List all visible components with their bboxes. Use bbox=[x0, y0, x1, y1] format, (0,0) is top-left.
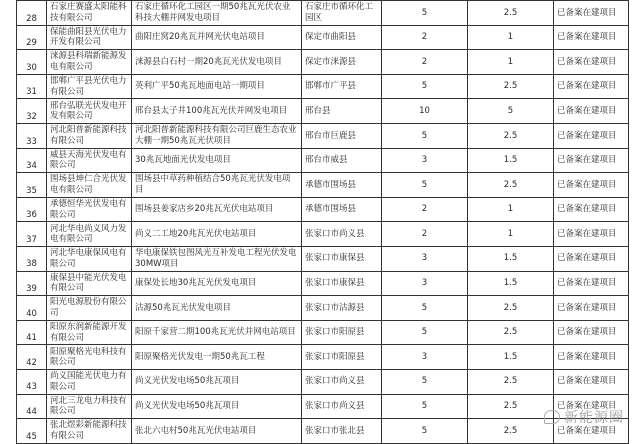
cell-number-text: 40 bbox=[26, 308, 37, 319]
cell-capacity bbox=[382, 222, 468, 247]
cell-capacity-2 bbox=[468, 99, 554, 124]
cell-capacity bbox=[382, 271, 468, 296]
cell-status bbox=[554, 345, 629, 370]
cell-number bbox=[17, 345, 47, 370]
cell-number bbox=[17, 1, 47, 26]
cell-number bbox=[17, 25, 47, 50]
cell-number-text: 33 bbox=[26, 136, 37, 147]
cell-capacity-2-text: 1 bbox=[507, 56, 514, 67]
cell-number-text: 31 bbox=[26, 87, 37, 98]
table-row bbox=[17, 173, 629, 198]
cell-company-text: 尚义国能光伏电力有限公司 bbox=[50, 371, 127, 392]
cell-capacity bbox=[382, 246, 468, 271]
table-row bbox=[17, 320, 629, 345]
cell-capacity bbox=[382, 50, 468, 75]
cell-project bbox=[132, 197, 302, 222]
cell-location-text: 保定市涞源县 bbox=[305, 56, 357, 67]
cell-capacity-text: 5 bbox=[421, 179, 428, 190]
cell-company bbox=[47, 197, 132, 222]
cell-number-text: 45 bbox=[26, 431, 37, 442]
cell-company bbox=[47, 74, 132, 99]
cell-project-text: 30兆瓦地面光伏发电项目 bbox=[135, 155, 231, 166]
table-row bbox=[17, 394, 629, 419]
cell-capacity bbox=[382, 345, 468, 370]
cell-project bbox=[132, 148, 302, 173]
cell-capacity bbox=[382, 25, 468, 50]
cell-project bbox=[132, 271, 302, 296]
project-table bbox=[16, 0, 629, 444]
cell-project bbox=[132, 222, 302, 247]
cell-company bbox=[47, 320, 132, 345]
cell-capacity bbox=[382, 148, 468, 173]
cell-number-text: 44 bbox=[26, 407, 37, 418]
cell-number-text: 32 bbox=[26, 111, 37, 122]
cell-location bbox=[302, 1, 382, 26]
cell-number bbox=[17, 74, 47, 99]
cell-location bbox=[302, 246, 382, 271]
table-row bbox=[17, 419, 629, 444]
cell-location bbox=[302, 173, 382, 198]
cell-status bbox=[554, 173, 629, 198]
cell-capacity bbox=[382, 74, 468, 99]
cell-location bbox=[302, 50, 382, 75]
cell-status bbox=[554, 320, 629, 345]
cell-capacity-text: 10 bbox=[419, 105, 430, 116]
cell-capacity-2 bbox=[468, 25, 554, 50]
cell-status-text: 已备案在建项目 bbox=[557, 302, 617, 313]
cell-company-text: 河北阳普新能源科技有限公司 bbox=[50, 125, 127, 146]
cell-location-text: 张家口市沽源县 bbox=[305, 302, 365, 313]
cell-capacity-2-text: 2.5 bbox=[503, 425, 518, 436]
cell-project-text: 尚义光伏发电场50兆瓦项目 bbox=[135, 401, 240, 412]
cell-status bbox=[554, 25, 629, 50]
cell-project bbox=[132, 345, 302, 370]
cell-number bbox=[17, 173, 47, 198]
cell-project bbox=[132, 25, 302, 50]
cell-capacity-2-text: 2.5 bbox=[503, 130, 518, 141]
cell-company bbox=[47, 246, 132, 271]
cell-number bbox=[17, 320, 47, 345]
cell-company bbox=[47, 25, 132, 50]
cell-capacity bbox=[382, 320, 468, 345]
cell-number-text: 36 bbox=[26, 210, 37, 221]
cell-company bbox=[47, 123, 132, 148]
cell-project-text: 阳原聚格光伏发电一期50兆瓦工程 bbox=[135, 351, 265, 362]
cell-capacity-text: 3 bbox=[421, 155, 428, 166]
table-row bbox=[17, 296, 629, 321]
cell-status-text: 已备案在建项目 bbox=[557, 228, 617, 239]
cell-number bbox=[17, 394, 47, 419]
cell-status-text: 已备案在建项目 bbox=[557, 425, 617, 436]
cell-company-text: 威县天海光伏发电有限公司 bbox=[50, 149, 127, 171]
cell-number bbox=[17, 99, 47, 124]
cell-company bbox=[47, 1, 132, 26]
cell-company bbox=[47, 222, 132, 247]
table-row bbox=[17, 369, 629, 394]
watermark-text: 新能源圈 bbox=[564, 410, 624, 426]
cell-status-text: 已备案在建项目 bbox=[557, 327, 617, 338]
cell-location-text: 张家口市阳原县 bbox=[305, 327, 365, 338]
cell-capacity-2-text: 2.5 bbox=[503, 327, 518, 338]
cell-capacity-2 bbox=[468, 345, 554, 370]
cell-project-text: 沽源50兆瓦光伏发电项目 bbox=[135, 302, 231, 313]
cell-capacity-text: 2 bbox=[421, 32, 428, 43]
cell-number-text: 39 bbox=[26, 284, 37, 295]
cell-project-text: 阳原千家营二期100兆瓦光伏并网电站项目 bbox=[135, 327, 296, 338]
cell-project bbox=[132, 419, 302, 444]
cell-company bbox=[47, 148, 132, 173]
cell-capacity-text: 5 bbox=[421, 425, 428, 436]
cell-capacity-text: 5 bbox=[421, 130, 428, 141]
cell-location bbox=[302, 271, 382, 296]
cell-capacity-2 bbox=[468, 148, 554, 173]
cell-company bbox=[47, 345, 132, 370]
cell-capacity-2 bbox=[468, 296, 554, 321]
cell-company-text: 河北华电尚义风力发电有限公司 bbox=[50, 223, 127, 245]
cell-number bbox=[17, 148, 47, 173]
table-row bbox=[17, 197, 629, 222]
cell-capacity-text: 3 bbox=[421, 351, 428, 362]
cell-status-text: 已备案在建项目 bbox=[557, 56, 617, 67]
cell-location-text: 张家口市尚义县 bbox=[305, 376, 365, 387]
cell-capacity-2-text: 2.5 bbox=[503, 81, 518, 92]
cell-location bbox=[302, 369, 382, 394]
cell-number bbox=[17, 296, 47, 321]
cell-location-text: 保定市曲阳县 bbox=[305, 32, 357, 43]
cell-project bbox=[132, 50, 302, 75]
cell-capacity-text: 5 bbox=[421, 81, 428, 92]
cell-status-text: 已备案在建项目 bbox=[557, 32, 617, 43]
table-row bbox=[17, 99, 629, 124]
cell-company-text: 石家庄赛盛太阳能科技有限公司 bbox=[50, 2, 127, 23]
cell-location bbox=[302, 123, 382, 148]
table-row bbox=[17, 123, 629, 148]
cell-location-text: 张家口市尚义县 bbox=[305, 401, 365, 412]
cell-number bbox=[17, 369, 47, 394]
cell-status-text: 已备案在建项目 bbox=[557, 204, 617, 215]
cell-capacity-2 bbox=[468, 222, 554, 247]
cell-capacity-2-text: 2.5 bbox=[503, 376, 518, 387]
cell-capacity-2 bbox=[468, 123, 554, 148]
cell-location bbox=[302, 419, 382, 444]
cell-location bbox=[302, 25, 382, 50]
cell-capacity-text: 5 bbox=[421, 7, 428, 18]
cell-company-text: 邢台弘联光伏发电开发有限公司 bbox=[50, 100, 127, 122]
cell-capacity-2-text: 1.5 bbox=[503, 155, 518, 166]
table-row bbox=[17, 222, 629, 247]
cell-location bbox=[302, 99, 382, 124]
cell-number-text: 35 bbox=[26, 185, 37, 196]
table-row bbox=[17, 148, 629, 173]
cell-number-text: 37 bbox=[26, 234, 37, 245]
cell-company-text: 阳原东润新能源开发有限公司 bbox=[50, 322, 127, 343]
cell-project-text: 邢台县太子井100兆瓦光伏并网发电项目 bbox=[135, 105, 288, 116]
cell-capacity-text: 5 bbox=[421, 401, 428, 412]
cell-capacity-2 bbox=[468, 1, 554, 26]
cell-location bbox=[302, 296, 382, 321]
cell-project-text: 康保处长地30兆瓦光伏发电项目 bbox=[135, 278, 257, 289]
cell-location-text: 邯郸市广平县 bbox=[305, 81, 357, 92]
cell-company bbox=[47, 271, 132, 296]
cell-number-text: 42 bbox=[26, 357, 37, 368]
cell-capacity-2 bbox=[468, 369, 554, 394]
cell-status bbox=[554, 50, 629, 75]
cell-project bbox=[132, 320, 302, 345]
cell-status-text: 已备案在建项目 bbox=[557, 179, 617, 190]
cell-location-text: 张家口市阳原县 bbox=[305, 351, 365, 362]
cell-status-text: 已备案在建项目 bbox=[557, 7, 617, 18]
cell-number bbox=[17, 123, 47, 148]
cell-number bbox=[17, 246, 47, 271]
cell-company-text: 张北煜彩新能源科技有限公司 bbox=[50, 420, 127, 441]
cell-project bbox=[132, 369, 302, 394]
cell-location bbox=[302, 320, 382, 345]
cell-status-text: 已备案在建项目 bbox=[557, 155, 617, 166]
cell-capacity-text: 3 bbox=[421, 253, 428, 264]
cell-location-text: 张家口市康保县 bbox=[305, 278, 365, 289]
cell-project-text: 围场县姜家店乡20兆瓦光伏电站项目 bbox=[135, 204, 274, 215]
cell-capacity-2-text: 5 bbox=[507, 105, 514, 116]
cell-project bbox=[132, 123, 302, 148]
cell-number-text: 28 bbox=[26, 13, 37, 24]
watermark bbox=[544, 407, 624, 427]
cell-project-text: 英利广平50兆瓦地面电站一期项目 bbox=[135, 81, 265, 92]
cell-capacity bbox=[382, 99, 468, 124]
cell-company-text: 河北华电康保风电有限公司 bbox=[50, 248, 127, 269]
cell-status bbox=[554, 271, 629, 296]
cell-location-text: 邢台市威县 bbox=[305, 155, 348, 166]
cell-status-text: 已备案在建项目 bbox=[557, 376, 617, 387]
cell-number bbox=[17, 222, 47, 247]
cell-location bbox=[302, 74, 382, 99]
cell-project bbox=[132, 173, 302, 198]
cell-location bbox=[302, 148, 382, 173]
cell-capacity-2-text: 2.5 bbox=[503, 302, 518, 313]
cell-company bbox=[47, 394, 132, 419]
cell-capacity-text: 3 bbox=[421, 278, 428, 289]
cell-location-text: 张家口市康保县 bbox=[305, 253, 365, 264]
cell-company-text: 保能曲阳县光伏电力开发有限公司 bbox=[50, 26, 127, 48]
cell-capacity bbox=[382, 197, 468, 222]
cell-number bbox=[17, 419, 47, 444]
cell-capacity-2 bbox=[468, 246, 554, 271]
table-row bbox=[17, 345, 629, 370]
cell-number bbox=[17, 271, 47, 296]
cell-location bbox=[302, 345, 382, 370]
cell-location-text: 张家口市张北县 bbox=[305, 425, 365, 436]
cell-location-text: 邢台市巨鹿县 bbox=[305, 130, 357, 141]
cell-capacity-2-text: 1 bbox=[507, 228, 514, 239]
wechat-icon bbox=[544, 410, 560, 424]
cell-status bbox=[554, 222, 629, 247]
cell-company bbox=[47, 296, 132, 321]
cell-number-text: 34 bbox=[26, 161, 37, 172]
cell-capacity-2-text: 1.5 bbox=[503, 253, 518, 264]
cell-project bbox=[132, 296, 302, 321]
cell-status bbox=[554, 246, 629, 271]
table-row bbox=[17, 74, 629, 99]
cell-capacity-text: 5 bbox=[421, 327, 428, 338]
cell-capacity-2-text: 1 bbox=[507, 204, 514, 215]
cell-capacity-2-text: 2.5 bbox=[503, 179, 518, 190]
cell-project bbox=[132, 1, 302, 26]
cell-company-text: 河北三龙电力科技有限公司 bbox=[50, 395, 127, 417]
cell-company-text: 阳光电源股份有限公司 bbox=[50, 297, 127, 318]
cell-capacity-text: 2 bbox=[421, 56, 428, 67]
cell-company-text: 邯郸广平县光伏电力有限公司 bbox=[50, 76, 127, 97]
cell-capacity-2 bbox=[468, 74, 554, 99]
cell-project-text: 石家庄循环化工园区一期50兆瓦光伏农业科技大棚并网发电项目 bbox=[135, 2, 291, 23]
cell-capacity bbox=[382, 173, 468, 198]
cell-status-text: 已备案在建项目 bbox=[557, 253, 617, 264]
cell-location bbox=[302, 197, 382, 222]
cell-number-text: 43 bbox=[26, 382, 37, 393]
cell-company bbox=[47, 369, 132, 394]
cell-capacity-2-text: 1.5 bbox=[503, 351, 518, 362]
cell-capacity bbox=[382, 369, 468, 394]
cell-company-text: 康保县中能光伏发电有限公司 bbox=[50, 272, 127, 294]
cell-status bbox=[554, 74, 629, 99]
cell-capacity-2-text: 2.5 bbox=[503, 401, 518, 412]
cell-project-text: 曲阳庄窝20兆瓦并网光伏电站项目 bbox=[135, 32, 265, 43]
cell-project bbox=[132, 99, 302, 124]
cell-number-text: 38 bbox=[26, 259, 37, 270]
cell-capacity-2 bbox=[468, 271, 554, 296]
table-row bbox=[17, 25, 629, 50]
cell-number bbox=[17, 197, 47, 222]
table-row bbox=[17, 246, 629, 271]
cell-project-text: 张北六屯村50兆瓦光伏电站项目 bbox=[135, 425, 257, 436]
cell-location bbox=[302, 222, 382, 247]
cell-status-text: 已备案在建项目 bbox=[557, 278, 617, 289]
cell-capacity-2 bbox=[468, 197, 554, 222]
cell-status-text: 已备案在建项目 bbox=[557, 351, 617, 362]
cell-company bbox=[47, 173, 132, 198]
cell-capacity-2 bbox=[468, 173, 554, 198]
cell-project-text: 华电康保铁包图风光互补发电工程光伏发电30MW项目 bbox=[135, 248, 297, 269]
cell-company-text: 涞源县科瑞新能源发电有限公司 bbox=[50, 51, 127, 72]
cell-project bbox=[132, 394, 302, 419]
cell-capacity bbox=[382, 1, 468, 26]
cell-status bbox=[554, 1, 629, 26]
cell-number-text: 29 bbox=[26, 38, 37, 49]
cell-capacity-text: 2 bbox=[421, 228, 428, 239]
cell-project-text: 尚义二工地20兆瓦光伏电站项目 bbox=[135, 228, 257, 239]
cell-company-text: 阳原聚格光电科技有限公司 bbox=[50, 346, 127, 368]
cell-company bbox=[47, 99, 132, 124]
cell-project-text: 河北阳普新能源科技有限公司巨鹿生态农业大棚一期50兆瓦光伏项目 bbox=[135, 125, 297, 146]
cell-location-text: 张家口市尚义县 bbox=[305, 228, 365, 239]
cell-capacity-2 bbox=[468, 394, 554, 419]
cell-status-text: 已备案在建项目 bbox=[557, 105, 617, 116]
cell-capacity-text: 5 bbox=[421, 376, 428, 387]
cell-project-text: 尚义光伏发电场50兆瓦项目 bbox=[135, 376, 240, 387]
cell-project-text: 涞源县白石村一期20兆瓦光伏发电项目 bbox=[135, 56, 282, 67]
cell-location-text: 承德市围场县 bbox=[305, 204, 357, 215]
cell-number-text: 30 bbox=[26, 62, 37, 73]
cell-capacity-2 bbox=[468, 320, 554, 345]
cell-location-text: 承德市围场县 bbox=[305, 179, 357, 190]
cell-capacity bbox=[382, 419, 468, 444]
cell-project bbox=[132, 74, 302, 99]
cell-company bbox=[47, 419, 132, 444]
cell-company-text: 承德恒华光伏发电有限公司 bbox=[50, 199, 127, 220]
cell-capacity-2-text: 1 bbox=[507, 32, 514, 43]
cell-status bbox=[554, 296, 629, 321]
cell-capacity-2 bbox=[468, 419, 554, 444]
cell-capacity bbox=[382, 296, 468, 321]
cell-capacity-2 bbox=[468, 50, 554, 75]
cell-status bbox=[554, 197, 629, 222]
cell-location-text: 石家庄市循环化工园区 bbox=[305, 2, 374, 23]
cell-capacity bbox=[382, 123, 468, 148]
cell-number-text: 41 bbox=[26, 333, 37, 344]
cell-capacity-text: 5 bbox=[421, 302, 428, 313]
cell-capacity bbox=[382, 394, 468, 419]
cell-status-text: 已备案在建项目 bbox=[557, 401, 617, 412]
cell-status bbox=[554, 99, 629, 124]
cell-status bbox=[554, 148, 629, 173]
table-row bbox=[17, 271, 629, 296]
cell-status bbox=[554, 123, 629, 148]
cell-capacity-2-text: 1.5 bbox=[503, 278, 518, 289]
table-row bbox=[17, 50, 629, 75]
cell-number bbox=[17, 50, 47, 75]
cell-capacity-text: 2 bbox=[421, 204, 428, 215]
table-row bbox=[17, 1, 629, 26]
cell-company bbox=[47, 50, 132, 75]
cell-capacity-2-text: 2.5 bbox=[503, 7, 518, 18]
cell-location bbox=[302, 394, 382, 419]
cell-location-text: 邢台县 bbox=[305, 105, 331, 116]
cell-status-text: 已备案在建项目 bbox=[557, 130, 617, 141]
table-body bbox=[17, 1, 629, 444]
cell-status-text: 已备案在建项目 bbox=[557, 81, 617, 92]
cell-status bbox=[554, 369, 629, 394]
cell-project-text: 围场县中草药种植结合50兆瓦光伏发电项目 bbox=[135, 174, 291, 195]
cell-project bbox=[132, 246, 302, 271]
cell-company-text: 围场县坤仁合光伏发电有限公司 bbox=[50, 174, 127, 195]
